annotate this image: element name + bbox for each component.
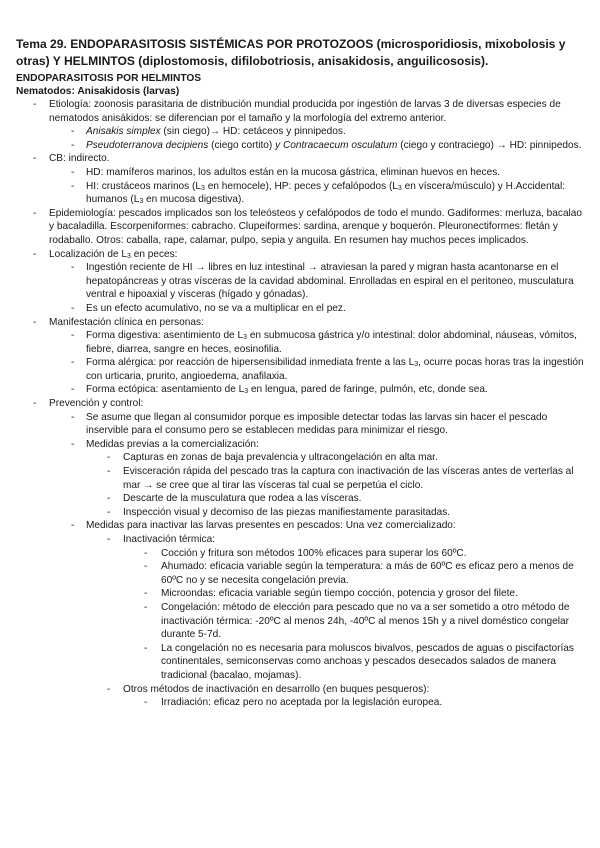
medidas-inactivar-item: - Medidas para inactivar las larvas presentes en pescados: Una vez comercializado: (16, 519, 586, 533)
epidemiologia-item: - Epidemiología: pescados implicados son los teleósteos y cefalópodos de todo el mundo. Gadiformes: merluza, bacalao y bacaladilla. Escorpeniformes: cabracho. Clupeiformes: sardina, arenque y boquerón. Pleuronectiformes: fletán y rodaballo. Otros: caballa, rape, calamar, pulpo, sepia y anguila. En resumen hay muchos peces implicados. (16, 207, 586, 248)
cb-hi-item: - HI: crustáceos marinos ($L_3$ en hemocele), HP: peces y cefalópodos ($L_3$ en víscera/músculo) y H.Accidental: humanos ($L_3$ en mucosa digestiva). (16, 180, 586, 207)
localizacion-sub-item: - Es un efecto acumulativo, no se va a multiplicar en el pez. (16, 302, 586, 316)
section-heading: ENDOPARASITOSIS POR HELMINTOS (16, 73, 202, 84)
cb-item: - CB: indirecto. (16, 152, 586, 166)
termica-method-item: - Microondas: eficacia variable según tiempo cocción, potencia y grosor del filete. (16, 587, 586, 601)
medidas-previas-item: - Medidas previas a la comercialización: (16, 438, 586, 452)
subscript-3: 3 (139, 198, 144, 206)
cb-hd-item: - HD: mamíferos marinos, los adultos están en la mucosa gástrica, eliminan huevos en heces. (16, 166, 586, 180)
content-list (16, 98, 586, 710)
termica-method-item: - Congelación: método de elección para pescado que no va a ser sometido a otro método de inactivación térmica: -20ºC al menos 24h, -40ºC al menos 15h y a nivel doméstico congelar durante 5-7d. (16, 601, 586, 642)
medida-previa-item: - Evisceración rápida del pescado tras la captura con inactivación de las vísceras antes de verterlas al mar → se cree que al tirar las vísceras tal cual se perpetúa el ciclo. (16, 465, 586, 492)
etiologia-item: - Etiología: zoonosis parasitaria de distribución mundial producida por ingestión de larvas 3 de diversas especies de nematodos anisákidos: se diferencian por el tamaño y la morfología del extremo anterior. (16, 98, 586, 125)
termica-method-item: - La congelación no es necesaria para moluscos bivalvos, pescados de aguas o piscifactorías continentales, semiconservas como anchoas y pescados desecados salados de manera tradicional (bacalao, mojamas). (16, 642, 586, 683)
subscript-3: 3 (201, 184, 205, 192)
anisakis-item: - Anisakis simplex (sin ciego)→ HD: cetáceos y pinnipedos. (16, 125, 586, 139)
pseudoterranova-item: - Pseudoterranova decipiens (ciego cortito) y Contracaecum osculatum (ciego y contraciego) → HD: pinnipedos. (16, 139, 586, 153)
medida-previa-item: - Descarte de la musculatura que rodea a las vísceras. (16, 492, 586, 506)
page-title: Tema 29. ENDOPARASITOSIS SISTÉMICAS POR PROTOZOOS (microsporidiosis, mixobolosis y otras) Y HELMINTOS (diplostomosis, difilobotriosis, anisakidosis, anguilicososis). (16, 37, 566, 68)
otro-metodo-item: - Irradiación: eficaz pero no aceptada por la legislación europea. (16, 696, 586, 710)
prevencion-item: - Prevención y control: (16, 397, 586, 411)
termica-method-item: - Ahumado: eficacia variable según la temperatura: a más de 60ºC es eficaz pero a menos de 60ºC no y se necesita congelación previa. (16, 560, 586, 587)
subscript-3: 3 (397, 184, 402, 192)
termica-method-item: - Cocción y fritura son métodos 100% eficaces para superar los 60ºC. (16, 547, 586, 561)
subscript-3: 3 (243, 334, 248, 342)
forma-ectopica-item: - Forma ectópica: asentamiento de $L_3$ en lengua, pared de faringe, pulmón, etc, donde sea. (16, 383, 586, 397)
subscript-3: 3 (414, 361, 419, 369)
forma-alergica-item: - Forma alérgica: por reacción de hipersensibilidad inmediata frente a las $L_3$, ocurre pocas horas tras la ingestión con urticaria, prurito, angioedema, anafilaxia. (16, 356, 586, 383)
otros-metodos-item: - Otros métodos de inactivación en desarrollo (en buques pesqueros): (16, 683, 586, 697)
localizacion-item: - Localización de $L_3$ en peces: (16, 248, 586, 262)
forma-digestiva-item: - Forma digestiva: asentimiento de $L_3$ en submucosa gástrica y/o intestinal: dolor abdominal, náuseas, vómitos, fiebre, diarrea, sangre en heces, eosinofilia. (16, 329, 586, 356)
inactivacion-termica-item: - Inactivación térmica: (16, 533, 586, 547)
prevencion-sub-item: - Se asume que llegan al consumidor porque es imposible detectar todas las larvas sin hacer el pescado inservible para el consumo pero se establecen medidas para minimizar el riesgo. (16, 411, 586, 438)
subscript-3: 3 (244, 388, 249, 396)
subscript-3: 3 (127, 252, 131, 260)
medida-previa-item: - Inspección visual y decomiso de las piezas manifiestamente parasitadas. (16, 506, 586, 520)
subsection-heading: Nematodos: Anisakidosis (larvas) (16, 86, 180, 97)
medida-previa-item: - Capturas en zonas de baja prevalencia y ultracongelación en alta mar. (16, 451, 586, 465)
manifestacion-item: - Manifestación clínica en personas: (16, 316, 586, 330)
localizacion-sub-item: - Ingestión reciente de HI → libres en luz intestinal → atraviesan la pared y migran hasta acantonarse en el hepatopáncreas y otras vísceras de la cavidad abdominal. Enrolladas en espiral en el peritoneo, musculatura ventral e hipoaxial y vísceras (hígado y gónadas). (16, 261, 586, 302)
